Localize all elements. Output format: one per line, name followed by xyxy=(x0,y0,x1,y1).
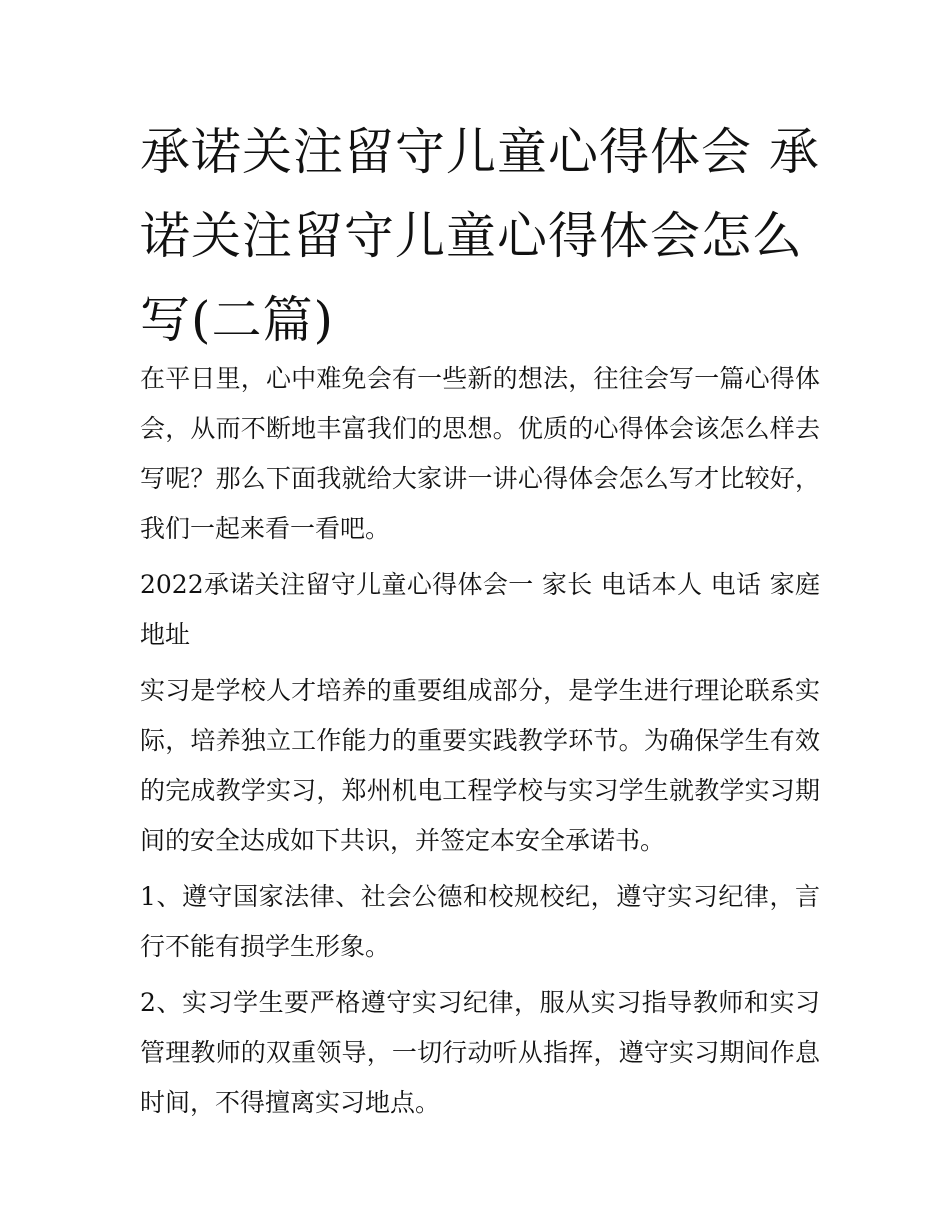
rule-item-1: 1、遵守国家法律、社会公德和校规校纪，遵守实习纪律，言行不能有损学生形象。 xyxy=(140,882,820,961)
rule-item-2: 2、实习学生要严格遵守实习纪律，服从实习指导教师和实习管理教师的双重领导，一切行动听从指挥，遵守实习期间作息时间，不得擅离实习地点。 xyxy=(140,988,820,1117)
intro-paragraph: 在平日里，心中难免会有一些新的想法，往往会写一篇心得体会，从而不断地丰富我们的思想。优质的心得体会该怎么样去写呢？那么下面我就给大家讲一讲心得体会怎么写才比较好，我们一起来看一看吧。 xyxy=(140,364,820,543)
section-heading-paragraph: 2022承诺关注留守儿童心得体会一 家长 电话本人 电话 家庭地址 xyxy=(140,570,820,649)
internship-paragraph: 实习是学校人才培养的重要组成部分，是学生进行理论联系实际，培养独立工作能力的重要实践教学环节。为确保学生有效的完成教学实习，郑州机电工程学校与实习学生就教学实习期间的安全达成如下共识，并签定本安全承诺书。 xyxy=(140,676,820,855)
document-body xyxy=(140,354,820,1128)
document-title: 承诺关注留守儿童心得体会 承诺关注留守儿童心得体会怎么写(二篇) xyxy=(140,123,820,349)
